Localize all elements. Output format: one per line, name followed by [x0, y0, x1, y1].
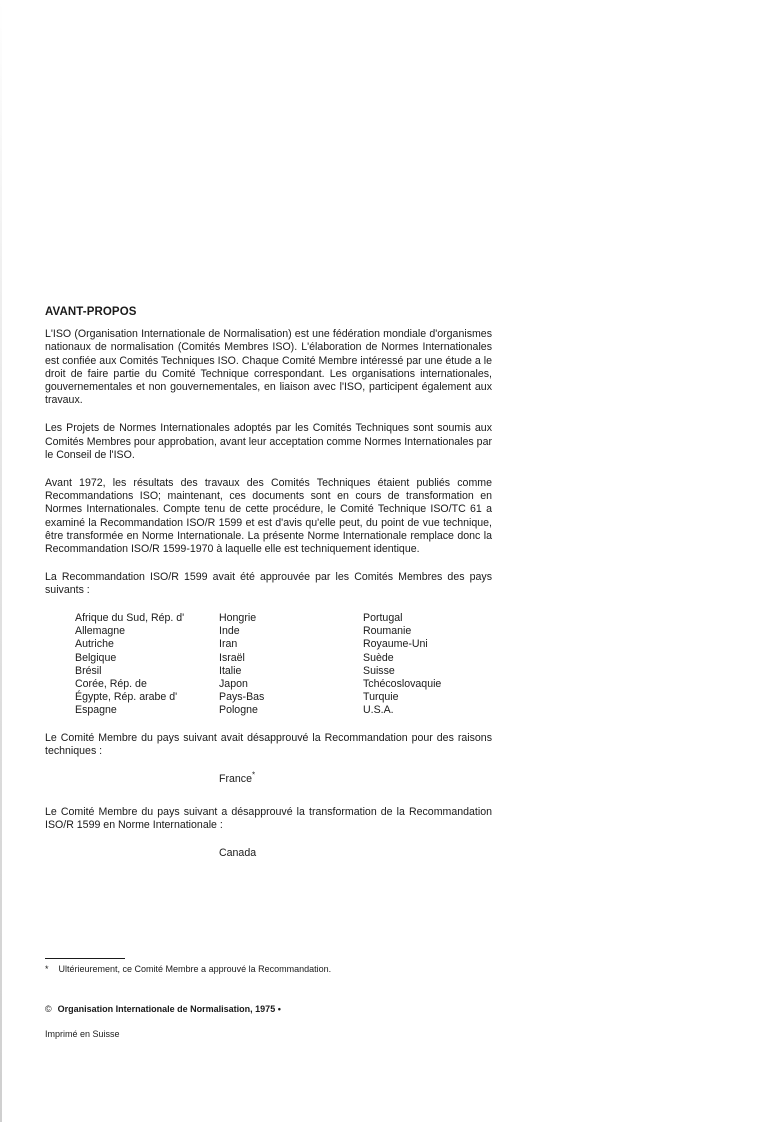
footnote-divider — [45, 958, 125, 959]
copyright-text: Organisation Internationale de Normalisation, 1975 • — [57, 1004, 281, 1014]
footnote-text: Ultérieurement, ce Comité Membre a approuvé la Recommandation. — [58, 964, 332, 974]
country-item: Royaume-Uni — [363, 638, 428, 651]
country-name: France — [219, 772, 252, 785]
country-item: Inde — [219, 625, 240, 638]
countries-column-3 — [363, 612, 492, 718]
foreword-section — [45, 306, 492, 880]
paragraph-iso-intro: L'ISO (Organisation Internationale de Normalisation) est une fédération mondiale d'organismes nationaux de normalisation (Comités Membres ISO). L'élaboration de Normes Internationales est confiée aux Comités Techniques ISO. Chaque Comité Membre intéressé par une étude a le droit de faire partie du Comité Technique correspondant. Les organisations internationales, gouvernementales et non gouvernementales, en liaison avec l'ISO, participent également aux travaux. — [45, 328, 492, 407]
printed-in: Imprimé en Suisse — [45, 1029, 120, 1039]
country-item: Belgique — [75, 651, 117, 664]
countries-column-1 — [75, 612, 219, 718]
disapproving-country-france — [219, 770, 492, 786]
copyright-line — [45, 1004, 281, 1014]
country-item: Portugal — [363, 612, 403, 625]
country-item: Israël — [219, 651, 245, 664]
scan-edge — [0, 0, 2, 1122]
country-item: Autriche — [75, 638, 114, 651]
country-item: Pays-Bas — [219, 691, 265, 704]
copyright-symbol: © — [45, 1004, 52, 1014]
country-item: Iran — [219, 638, 238, 651]
disapproving-country-canada: Canada — [219, 846, 257, 859]
country-item: Brésil — [75, 664, 102, 677]
country-item: Tchécoslovaquie — [363, 678, 442, 691]
country-item: Roumanie — [363, 625, 412, 638]
country-item: Suisse — [363, 664, 395, 677]
country-item: Suède — [363, 651, 394, 664]
section-heading: AVANT-PROPOS — [45, 306, 137, 318]
country-item: Japon — [219, 678, 248, 691]
footnote-mark: * — [45, 964, 49, 974]
country-item: Allemagne — [75, 625, 126, 638]
approving-countries-list — [75, 612, 492, 718]
country-item: Pologne — [219, 704, 258, 717]
country-item: Afrique du Sud, Rép. d' — [75, 612, 185, 625]
country-item: Hongrie — [219, 612, 257, 625]
paragraph-history: Avant 1972, les résultats des travaux des Comités Techniques étaient publiés comme Recommandations ISO; maintenant, ces documents sont en cours de transformation en Normes Internationales. Compte tenu de cette procédure, le Comité Technique ISO/TC 61 a examiné la Recommandation ISO/R 1599 et est d'avis qu'elle peut, du point de vue technique, être transformée en Norme Internationale. La présente Norme Internationale remplace donc la Recommandation ISO/R 1599-1970 à laquelle elle est techniquement identique. — [45, 476, 492, 556]
paragraph-disapproval-transformation: Le Comité Membre du pays suivant a désapprouvé la transformation de la Recommandation ISO/R 1599 en Norme Internationale : — [45, 805, 492, 832]
footnote-reference: * — [251, 770, 256, 780]
country-item: Égypte, Rép. arabe d' — [75, 691, 178, 704]
country-item: Corée, Rép. de — [75, 678, 147, 691]
paragraph-approval-intro: La Recommandation ISO/R 1599 avait été approuvée par les Comités Membres des pays suivants : — [45, 570, 492, 597]
footnote — [45, 963, 331, 975]
paragraph-draft-standards: Les Projets de Normes Internationales adoptés par les Comités Techniques sont soumis aux Comités Membres pour approbation, avant leur acceptation comme Normes Internationales par le Conseil de l'ISO. — [45, 422, 492, 461]
country-item: Turquie — [363, 691, 399, 704]
countries-column-2 — [219, 612, 363, 718]
country-item: U.S.A. — [363, 704, 394, 717]
paragraph-disapproval-technical: Le Comité Membre du pays suivant avait désapprouvé la Recommandation pour des raisons techniques : — [45, 731, 492, 757]
country-item: Espagne — [75, 704, 117, 717]
country-item: Italie — [219, 664, 242, 677]
